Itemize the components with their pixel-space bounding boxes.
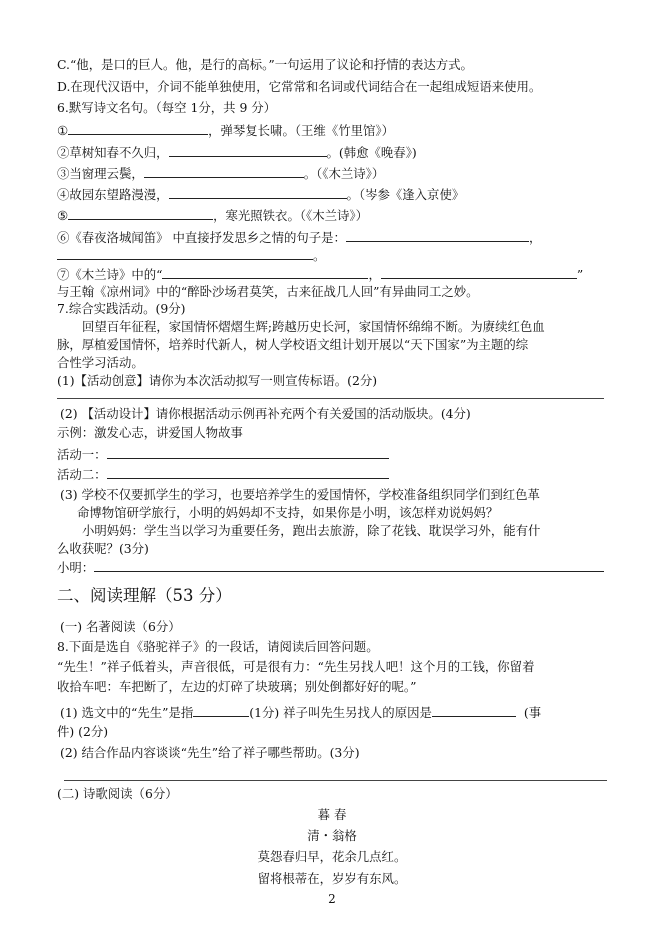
q8-quote-line-1: “先生！”祥子低着头，声音很低，可是很有力：“先生另找人吧！这个月的工钱，你留着 xyxy=(57,659,535,674)
q7-activity-2 xyxy=(57,465,389,484)
q6-item-4 xyxy=(57,185,464,204)
q6-item-6-cont xyxy=(57,246,325,265)
q7-sub-3-line-3: 小明妈妈：学生当以学习为重要任务，跑出去旅游，除了花钱、耽误学习外，能有什 xyxy=(82,523,541,538)
q6-7-blank-a[interactable] xyxy=(162,265,368,279)
q7-sub-3-line-4: 么收获呢？(3分) xyxy=(57,541,149,556)
q6-4-prefix: ④故园东望路漫漫， xyxy=(57,187,169,202)
q8-2-answer-line[interactable] xyxy=(64,780,607,781)
xiaoming-blank[interactable] xyxy=(94,558,604,572)
q6-7-prefix: ⑦《木兰诗》中的“ xyxy=(57,267,163,282)
q6-item-3 xyxy=(57,164,384,183)
option-d: D.在现代汉语中，介词不能单独使用，它常常和名词或代词结合在一起组成短语来使用。 xyxy=(57,79,542,94)
activity-2-label: 活动二： xyxy=(57,467,107,482)
q7-sub-3-line-2: 命博物馆研学旅行，小明的妈妈却不支持，如果你是小明，该怎样劝说妈妈？ xyxy=(77,505,499,520)
question-8-title: 8.下面是选自《骆驼祥子》的一段话，请阅读后回答问题。 xyxy=(57,639,379,654)
q8-1-suffix: (事 xyxy=(523,705,542,720)
q6-item-1 xyxy=(57,121,394,140)
q7-example: 示例：激发心志，讲爱国人物故事 xyxy=(57,425,243,440)
q6-5-suffix: ，寒光照铁衣。（《木兰诗》） xyxy=(213,208,368,223)
q7-1-answer-line[interactable] xyxy=(57,398,604,399)
q6-2-blank[interactable] xyxy=(169,143,327,157)
q8-sub-1-cont: 件) (2分) xyxy=(57,724,109,739)
q6-item-5 xyxy=(57,206,368,225)
q6-2-suffix: 。(韩愈《晚春》) xyxy=(326,145,417,160)
q8-1-mid: (1分) 祥子叫先生另找人的原因是 xyxy=(249,705,432,720)
q6-1-prefix: ① xyxy=(57,123,69,138)
q7-para-line-3: 合性学习活动。 xyxy=(57,355,144,370)
subsection-1-title: (一) 名著阅读（6分） xyxy=(60,619,181,634)
q6-6-blank-b[interactable] xyxy=(57,246,313,260)
q6-2-prefix: ②草树知春不久归， xyxy=(57,145,169,160)
poem-author: 清・翁格 xyxy=(307,828,357,843)
q7-para-line-2: 脉，厚植爱国情怀，培养时代新人，树人学校语文组计划开展以“天下国家”为主题的综 xyxy=(57,337,529,352)
q6-5-prefix: ⑤ xyxy=(57,208,69,223)
q6-1-blank[interactable] xyxy=(68,121,208,135)
subsection-2-title: (二) 诗歌阅读（6分） xyxy=(57,786,178,801)
poem-line-1: 莫怨春归早，花余几点红。 xyxy=(257,849,407,864)
q6-6-blank-a[interactable] xyxy=(346,228,529,242)
q6-6-comma: ， xyxy=(528,230,542,245)
q8-1-blank-a[interactable] xyxy=(193,703,249,717)
option-c: C.“他，是口的巨人。他，是行的高标。”一句运用了议论和抒情的表达方式。 xyxy=(57,57,473,72)
question-6-title: 6.默写诗文名句。（每空 1分，共 9 分） xyxy=(57,100,277,115)
q7-para-line-1: 回望百年征程，家国情怀熠熠生辉;跨越历史长河，家国情怀绵绵不断。为赓续红色血 xyxy=(82,319,545,334)
activity-1-label: 活动一： xyxy=(57,447,107,462)
q6-3-suffix: 。（《木兰诗》） xyxy=(303,166,385,181)
poem-line-2: 留将根蒂在，岁岁有东风。 xyxy=(257,871,407,886)
q8-sub-2: (2) 结合作品内容谈谈“先生”给了祥子哪些帮助。(3分) xyxy=(60,745,360,760)
question-7-title: 7.综合实践活动。(9分) xyxy=(57,301,186,316)
xiaoming-label: 小明： xyxy=(57,560,95,575)
q6-6-period: 。 xyxy=(313,248,326,263)
section-2-heading: 二、阅读理解（53 分） xyxy=(57,586,232,605)
poem-title: 暮 春 xyxy=(317,807,347,822)
q7-sub-3-line-1: (3) 学校不仅要抓学生的学习，也要培养学生的爱国情怀，学校准备组织同学们到红色革 xyxy=(60,487,540,502)
q6-item-6 xyxy=(57,228,541,247)
q6-1-suffix: ，弹琴复长啸。（王维《竹里馆》） xyxy=(208,123,394,138)
q6-7-quote: ” xyxy=(576,267,584,282)
q7-activity-1 xyxy=(57,445,389,464)
q6-4-blank[interactable] xyxy=(169,185,347,199)
q6-4-suffix: 。（岑参《逢入京使》 xyxy=(346,187,465,202)
q6-7-comma: ， xyxy=(368,267,381,282)
q7-sub-3-answer xyxy=(57,558,604,577)
activity-2-blank[interactable] xyxy=(107,465,389,479)
q6-6-prefix: ⑥《春夜洛城闻笛》 中直接抒发思乡之情的句子是： xyxy=(57,230,346,245)
q8-1-prefix: (1) 选文中的“先生”是指 xyxy=(60,705,194,720)
q7-sub-1: (1)【活动创意】请你为本次活动拟写一则宣传标语。(2分) xyxy=(57,373,378,388)
activity-1-blank[interactable] xyxy=(107,445,389,459)
q8-1-blank-b[interactable] xyxy=(432,703,516,717)
q8-quote-line-2: 收拾车吧：车把断了，左边的灯碎了块玻璃；别处倒都好好的呢。” xyxy=(57,679,417,694)
q6-3-prefix: ③当窗理云鬓， xyxy=(57,166,144,181)
q6-7-blank-b[interactable] xyxy=(381,265,577,279)
q6-item-7-cont: 与王翰《凉州词》中的“醉卧沙场君莫笑，古来征战几人回”有异曲同工之妙。 xyxy=(57,284,479,299)
q6-item-2 xyxy=(57,143,417,162)
q7-sub-2: (2) 【活动设计】请你根据活动示例再补充两个有关爱国的活动版块。(4分) xyxy=(60,406,471,421)
q8-sub-1 xyxy=(60,703,541,722)
q6-3-blank[interactable] xyxy=(144,164,304,178)
q6-item-7 xyxy=(57,265,583,284)
page-number: 2 xyxy=(328,892,336,906)
q6-5-blank[interactable] xyxy=(68,206,213,220)
